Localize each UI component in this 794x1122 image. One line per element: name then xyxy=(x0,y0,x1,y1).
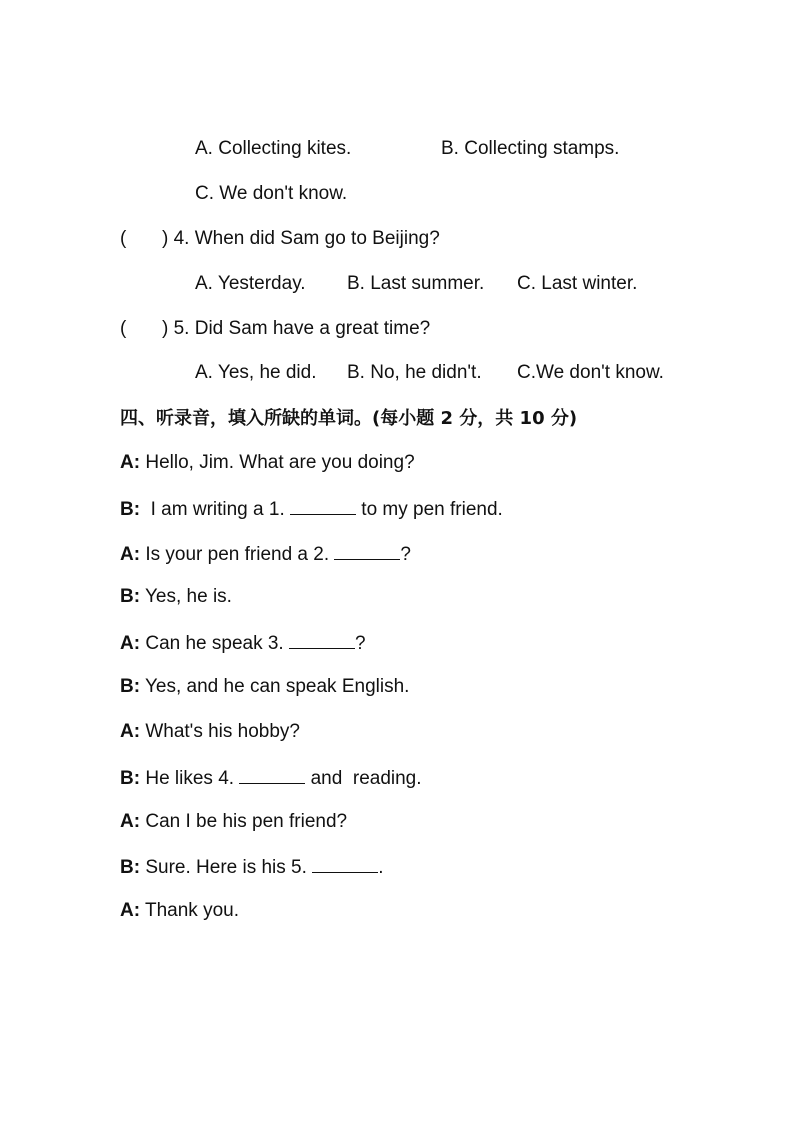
dialogue-text: to my pen friend. xyxy=(356,499,503,520)
speaker-label: A: xyxy=(120,721,141,742)
dialogue-text: Can I be his pen friend? xyxy=(140,811,348,832)
answer-blank-3[interactable] xyxy=(289,630,355,649)
dialogue-text: Yes, he is. xyxy=(140,586,232,607)
speaker-label: B: xyxy=(120,676,141,697)
answer-blank-4[interactable] xyxy=(239,765,305,784)
q5-option-b: B. No, he didn't. xyxy=(347,362,482,383)
dialogue-text: I am writing a 1. xyxy=(140,499,291,520)
speaker-label: B: xyxy=(120,857,141,878)
q4-option-a: A. Yesterday. xyxy=(195,273,306,294)
dialogue-text: . xyxy=(378,857,384,878)
dialogue-line xyxy=(120,496,503,522)
q4-answer-paren-open: ( xyxy=(120,228,127,249)
speaker-label: A: xyxy=(120,452,141,473)
dialogue-line xyxy=(120,630,366,656)
speaker-label: A: xyxy=(120,811,141,832)
dialogue-text: What's his hobby? xyxy=(140,721,300,742)
dialogue-line xyxy=(120,720,300,744)
q5-question: ) 5. Did Sam have a great time? xyxy=(162,318,431,339)
q3-option-b: B. Collecting stamps. xyxy=(441,138,620,159)
dialogue-line xyxy=(120,854,383,880)
dialogue-text: Is your pen friend a 2. xyxy=(140,544,335,565)
q4-option-c: C. Last winter. xyxy=(517,273,638,294)
q5-answer-paren-open: ( xyxy=(120,318,127,339)
q3-option-a: A. Collecting kites. xyxy=(195,138,352,159)
speaker-label: A: xyxy=(120,633,141,654)
dialogue-text: He likes 4. xyxy=(140,768,240,789)
dialogue-line xyxy=(120,585,232,609)
speaker-label: A: xyxy=(120,900,141,921)
q3-option-c: C. We don't know. xyxy=(195,183,348,204)
speaker-label: A: xyxy=(120,544,141,565)
q5-option-c: C.We don't know. xyxy=(517,362,664,383)
dialogue-line xyxy=(120,675,409,699)
dialogue-text: Yes, and he can speak English. xyxy=(140,676,410,697)
speaker-label: B: xyxy=(120,499,141,520)
q4-question: ) 4. When did Sam go to Beijing? xyxy=(162,228,440,249)
answer-blank-2[interactable] xyxy=(334,541,400,560)
dialogue-text: ? xyxy=(400,544,411,565)
speaker-label: B: xyxy=(120,768,141,789)
dialogue-text: Thank you. xyxy=(140,900,239,921)
dialogue-text: Sure. Here is his 5. xyxy=(140,857,313,878)
dialogue-line xyxy=(120,765,422,791)
dialogue-text: Can he speak 3. xyxy=(140,633,289,654)
dialogue-line xyxy=(120,541,411,567)
dialogue-text: ? xyxy=(355,633,366,654)
answer-blank-5[interactable] xyxy=(312,854,378,873)
dialogue-line xyxy=(120,899,239,923)
dialogue-text: and reading. xyxy=(305,768,422,789)
dialogue-line xyxy=(120,451,415,475)
q5-option-a: A. Yes, he did. xyxy=(195,362,317,383)
dialogue-text: Hello, Jim. What are you doing? xyxy=(140,452,415,473)
section-4-heading: 四、听录音，填入所缺的单词。(每小题 2 分，共 10 分) xyxy=(120,408,578,429)
answer-blank-1[interactable] xyxy=(290,496,356,515)
q4-option-b: B. Last summer. xyxy=(347,273,485,294)
speaker-label: B: xyxy=(120,586,141,607)
dialogue-line xyxy=(120,810,347,834)
